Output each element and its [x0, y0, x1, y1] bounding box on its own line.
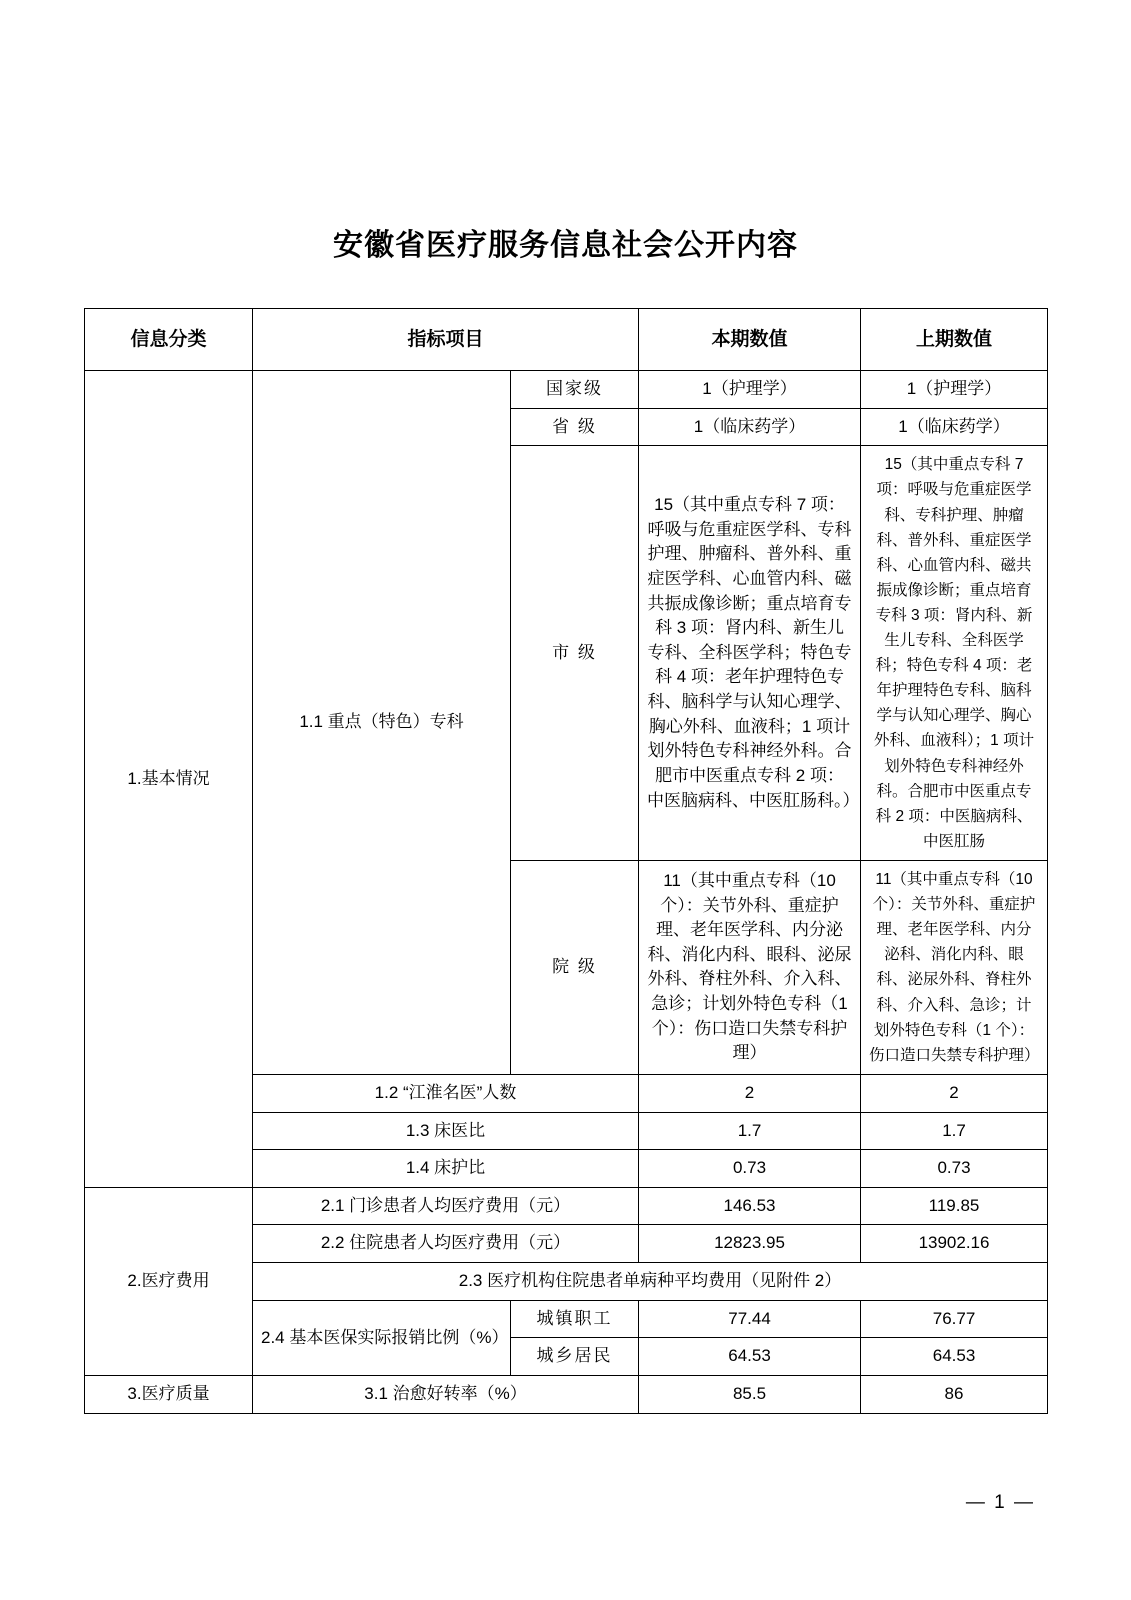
public-disclosure-table-wrapper: [84, 308, 1047, 1414]
value-current: 15（其中重点专科 7 项：呼吸与危重症医学科、专科护理、肿瘤科、普外科、重症医学科、心血管内科、磁共振成像诊断；重点培育专科 3 项：肾内科、新生儿专科、全科医学科；特色专科 4 项：老年护理特色专科、脑科学与认知心理学、胸心外科、血液科；1 项计划外特色专科神经外科。合肥市中医重点专科 2 项：中医脑病科、中医肛肠科。）: [639, 446, 861, 861]
sub-cell-national: 国家级: [511, 371, 639, 409]
value-current: 85.5: [639, 1376, 861, 1414]
item-cell-jianghuai-doctors: 1.2 “江淮名医”人数: [253, 1074, 639, 1112]
item-cell-cure-improvement-rate: 3.1 治愈好转率（%）: [253, 1376, 639, 1414]
value-current: 11（其中重点专科（10 个）：关节外科、重症护理、老年医学科、内分泌科、消化内科、眼科、泌尿外科、脊柱外科、介入科、急诊；计划外特色专科（1 个）：伤口造口失禁专科护理）: [639, 861, 861, 1075]
category-cell-medical-quality: 3.医疗质量: [85, 1376, 253, 1414]
value-previous: 1（护理学）: [861, 371, 1048, 409]
value-current: 0.73: [639, 1150, 861, 1188]
table-header-row: [85, 309, 1048, 371]
value-current: 146.53: [639, 1187, 861, 1225]
item-cell-key-specialty: 1.1 重点（特色）专科: [253, 371, 511, 1075]
value-previous: 1.7: [861, 1112, 1048, 1150]
value-current: 1.7: [639, 1112, 861, 1150]
item-cell-reimbursement-ratio: 2.4 基本医保实际报销比例（%）: [253, 1300, 511, 1375]
value-current: 1（临床药学）: [639, 408, 861, 446]
value-previous: 64.53: [861, 1338, 1048, 1376]
value-current: 64.53: [639, 1338, 861, 1376]
value-previous: 86: [861, 1376, 1048, 1414]
page-title: 安徽省医疗服务信息社会公开内容: [333, 229, 798, 262]
table-row: [85, 371, 1048, 409]
table-row: [85, 1376, 1048, 1414]
value-previous: 13902.16: [861, 1225, 1048, 1263]
value-previous: 76.77: [861, 1300, 1048, 1338]
sub-cell-municipal: 市 级: [511, 446, 639, 861]
value-current: 1（护理学）: [639, 371, 861, 409]
page-number: — 1 —: [965, 1492, 1035, 1513]
value-previous: 2: [861, 1074, 1048, 1112]
value-current: 2: [639, 1074, 861, 1112]
sub-cell-urban-employee: 城镇职工: [511, 1300, 639, 1338]
item-cell-bed-nurse-ratio: 1.4 床护比: [253, 1150, 639, 1188]
value-previous: 11（其中重点专科（10 个）：关节外科、重症护理、老年医学科、内分泌科、消化内科、眼科、泌尿外科、脊柱外科、介入科、急诊；计划外特色专科（1 个）：伤口造口失禁专科护理）: [861, 861, 1048, 1075]
category-cell-basic: 1.基本情况: [85, 371, 253, 1188]
public-disclosure-table: [84, 308, 1048, 1414]
item-cell-single-disease-cost: 2.3 医疗机构住院患者单病种平均费用（见附件 2）: [253, 1263, 1048, 1301]
category-cell-medical-cost: 2.医疗费用: [85, 1187, 253, 1375]
item-cell-outpatient-cost: 2.1 门诊患者人均医疗费用（元）: [253, 1187, 639, 1225]
value-previous: 15（其中重点专科 7 项：呼吸与危重症医学科、专科护理、肿瘤科、普外科、重症医学科、心血管内科、磁共振成像诊断；重点培育专科 3 项：肾内科、新生儿专科、全科医学科；特色专科 4 项：老年护理特色专科、脑科学与认知心理学、胸心外科、血液科）；1 项计划外特色专科神经外科。合肥市中医重点专科 2 项：中医脑病科、中医肛肠: [861, 446, 1048, 861]
table-row: [85, 1187, 1048, 1225]
header-item: 指标项目: [253, 309, 639, 371]
header-previous: 上期数值: [861, 309, 1048, 371]
header-current: 本期数值: [639, 309, 861, 371]
value-current: 12823.95: [639, 1225, 861, 1263]
value-previous: 1（临床药学）: [861, 408, 1048, 446]
sub-cell-hospital: 院 级: [511, 861, 639, 1075]
item-cell-bed-doctor-ratio: 1.3 床医比: [253, 1112, 639, 1150]
item-cell-inpatient-cost: 2.2 住院患者人均医疗费用（元）: [253, 1225, 639, 1263]
value-previous: 0.73: [861, 1150, 1048, 1188]
value-current: 77.44: [639, 1300, 861, 1338]
header-category: 信息分类: [85, 309, 253, 371]
sub-cell-provincial: 省 级: [511, 408, 639, 446]
value-previous: 119.85: [861, 1187, 1048, 1225]
sub-cell-urban-rural-resident: 城乡居民: [511, 1338, 639, 1376]
